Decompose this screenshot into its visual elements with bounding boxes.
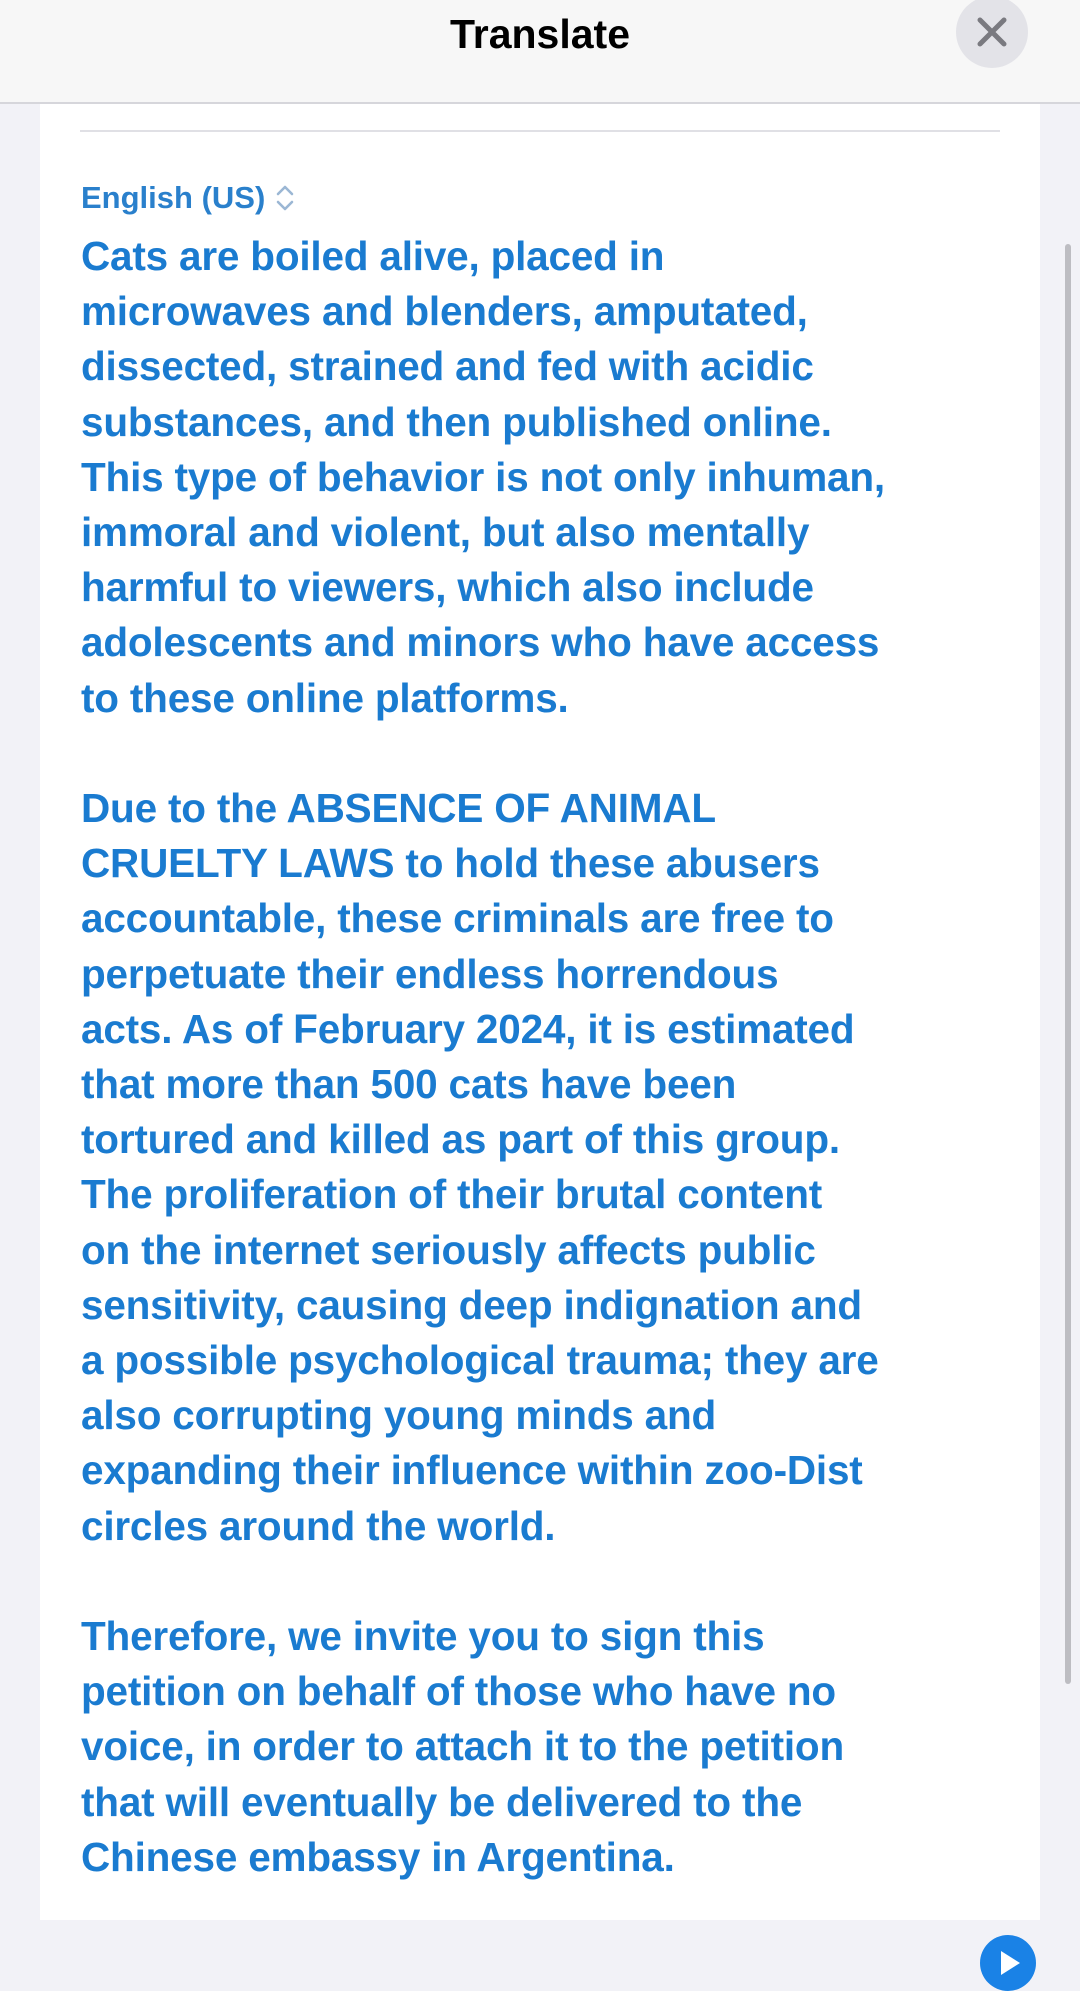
scrollbar[interactable] (1065, 244, 1071, 1684)
translation-text (81, 229, 981, 1885)
close-icon (974, 14, 1010, 50)
divider (80, 130, 1000, 132)
translation-card (40, 104, 1040, 1920)
language-picker[interactable] (81, 174, 295, 222)
translation-paragraph-3: Therefore, we invite you to sign this petition on behalf of those who have no voice, in order to attach it to the petition that will eventually be delivered to the Chinese embassy in Argentina. (81, 1613, 844, 1880)
sheet-title: Translate (449, 11, 631, 57)
chevron-up-down-icon (275, 183, 295, 213)
translation-paragraph-1: Cats are boiled alive, placed in microwaves and blenders, amputated, dissected, strained and fed with acidic substances, and then published online. This type of behavior is not only inhuman, immoral and violent, but also mentally harmful to viewers, which also include adolescents and minors who have access to these online platforms. (81, 233, 885, 721)
play-button[interactable] (980, 1935, 1036, 1991)
sheet-header (0, 0, 1080, 104)
language-label: English (US) (81, 180, 266, 215)
play-icon (999, 1950, 1021, 1976)
translation-paragraph-2: Due to the ABSENCE OF ANIMAL CRUELTY LAWS to hold these abusers accountable, these criminals are free to perpetuate their endless horrendous acts. As of February 2024, it is estimated that more than 500 cats have been tortured and killed as part of this group. The proliferation of their brutal content on the internet seriously affects public sensitivity, causing deep indignation and a possible psychological trauma; they are also corrupting young minds and expanding their influence within zoo-Dist circles around the world. (81, 785, 879, 1549)
